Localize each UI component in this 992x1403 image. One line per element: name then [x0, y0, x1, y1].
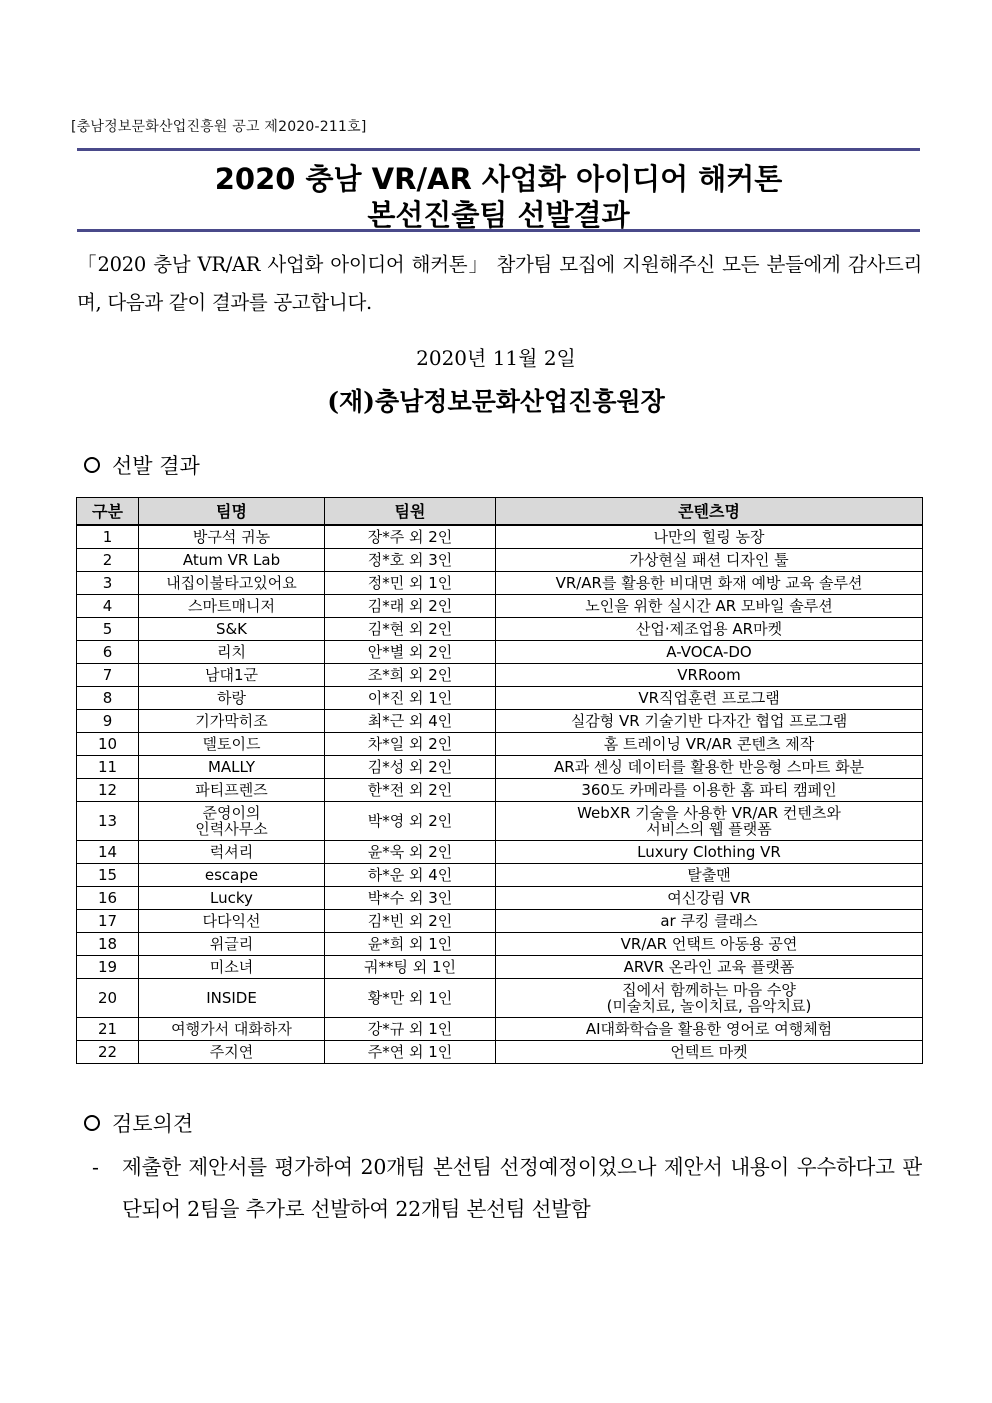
- table-header-row: [77, 498, 923, 526]
- organization-name: (재)충남정보문화산업진흥원장: [327, 387, 665, 416]
- notice-number: [충남정보문화산업진흥원 공고 제2020-211호]: [71, 119, 367, 135]
- section-heading-results: [84, 450, 200, 480]
- cell-team-name: 미소녀: [139, 956, 325, 979]
- cell-team-members: 주*연 외 1인: [325, 1041, 496, 1064]
- cell-content-name: 가상현실 패션 디자인 툴: [496, 549, 923, 572]
- cell-team-members: 정*민 외 1인: [325, 572, 496, 595]
- cell-content-name: 홈 트레이닝 VR/AR 콘텐츠 제작: [496, 733, 923, 756]
- cell-team-members: 안*별 외 2인: [325, 641, 496, 664]
- header-team-members: 팀원: [325, 498, 496, 526]
- table-row: [77, 1041, 923, 1064]
- cell-number: 9: [77, 710, 139, 733]
- table-row: [77, 595, 923, 618]
- cell-team-members: 윤*욱 외 2인: [325, 841, 496, 864]
- cell-number: 13: [77, 802, 139, 841]
- cell-number: 2: [77, 549, 139, 572]
- cell-team-name: 델토이드: [139, 733, 325, 756]
- announcement-date: 2020년 11월 2일: [416, 346, 576, 370]
- cell-team-name: INSIDE: [139, 979, 325, 1018]
- table-row: [77, 933, 923, 956]
- cell-number: 16: [77, 887, 139, 910]
- cell-team-members: 윤*희 외 1인: [325, 933, 496, 956]
- cell-team-name: 리치: [139, 641, 325, 664]
- cell-team-members: 이*진 외 1인: [325, 687, 496, 710]
- cell-team-name: 럭셔리: [139, 841, 325, 864]
- cell-number: 4: [77, 595, 139, 618]
- title-line-2: 본선진출팀 선발결과: [367, 198, 630, 232]
- cell-team-name: escape: [139, 864, 325, 887]
- cell-team-name: 방구석 귀농: [139, 525, 325, 549]
- document-title: [77, 148, 920, 232]
- table-row: [77, 887, 923, 910]
- review-text: 제출한 제안서를 평가하여 20개팀 본선팀 선정예정이었으나 제안서 내용이 우수하다고 판단되어 2팀을 추가로 선발하여 22개팀 본선팀 선발함: [122, 1155, 922, 1221]
- cell-number: 17: [77, 910, 139, 933]
- cell-team-name: 스마트매니저: [139, 595, 325, 618]
- cell-content-name: ar 쿠킹 클래스: [496, 910, 923, 933]
- cell-content-name: 360도 카메라를 이용한 홈 파티 캠페인: [496, 779, 923, 802]
- cell-team-members: 김*현 외 2인: [325, 618, 496, 641]
- cell-content-name: VR/AR를 활용한 비대면 화재 예방 교육 솔루션: [496, 572, 923, 595]
- cell-content-name: AR과 센싱 데이터를 활용한 반응형 스마트 화분: [496, 756, 923, 779]
- table-row: [77, 549, 923, 572]
- review-paragraph: [92, 1146, 922, 1230]
- cell-number: 14: [77, 841, 139, 864]
- header-content-name: 콘텐츠명: [496, 498, 923, 526]
- cell-content-name: 나만의 힐링 농장: [496, 525, 923, 549]
- cell-content-name: 산업·제조업용 AR마켓: [496, 618, 923, 641]
- cell-number: 20: [77, 979, 139, 1018]
- cell-number: 19: [77, 956, 139, 979]
- cell-team-members: 김*래 외 2인: [325, 595, 496, 618]
- table-row: [77, 572, 923, 595]
- cell-team-name: Lucky: [139, 887, 325, 910]
- cell-number: 3: [77, 572, 139, 595]
- cell-team-name: 남대1군: [139, 664, 325, 687]
- circle-bullet-icon: [84, 457, 100, 473]
- section-review-label: 검토의견: [112, 1112, 194, 1136]
- cell-team-members: 황*만 외 1인: [325, 979, 496, 1018]
- table-row: [77, 910, 923, 933]
- results-table: [76, 497, 923, 1064]
- header-team-name: 팀명: [139, 498, 325, 526]
- cell-team-name: 내집이불타고있어요: [139, 572, 325, 595]
- cell-content-name: 노인을 위한 실시간 AR 모바일 솔루션: [496, 595, 923, 618]
- cell-team-name: 하랑: [139, 687, 325, 710]
- cell-number: 8: [77, 687, 139, 710]
- cell-content-name: VRRoom: [496, 664, 923, 687]
- cell-team-members: 차*일 외 2인: [325, 733, 496, 756]
- table-row: [77, 664, 923, 687]
- cell-content-name: Luxury Clothing VR: [496, 841, 923, 864]
- cell-content-name: A-VOCA-DO: [496, 641, 923, 664]
- cell-team-members: 궈**팅 외 1인: [325, 956, 496, 979]
- cell-team-members: 박*영 외 2인: [325, 802, 496, 841]
- cell-number: 21: [77, 1018, 139, 1041]
- table-row: [77, 733, 923, 756]
- cell-team-members: 김*성 외 2인: [325, 756, 496, 779]
- cell-content-name: 실감형 VR 기술기반 다자간 협업 프로그램: [496, 710, 923, 733]
- cell-number: 15: [77, 864, 139, 887]
- table-row: [77, 641, 923, 664]
- table-row: [77, 1018, 923, 1041]
- table-row: [77, 841, 923, 864]
- cell-team-name: 기가막히조: [139, 710, 325, 733]
- cell-content-name: VR직업훈련 프로그램: [496, 687, 923, 710]
- cell-team-members: 한*전 외 2인: [325, 779, 496, 802]
- cell-number: 22: [77, 1041, 139, 1064]
- cell-team-members: 하*운 외 4인: [325, 864, 496, 887]
- cell-team-name: MALLY: [139, 756, 325, 779]
- cell-number: 12: [77, 779, 139, 802]
- cell-content-name: ARVR 온라인 교육 플랫폼: [496, 956, 923, 979]
- cell-content-name: 탈출맨: [496, 864, 923, 887]
- section-results-label: 선발 결과: [112, 454, 200, 478]
- table-row: [77, 802, 923, 841]
- cell-team-name: 주지연: [139, 1041, 325, 1064]
- cell-team-members: 강*규 외 1인: [325, 1018, 496, 1041]
- cell-content-name: 여신강림 VR: [496, 887, 923, 910]
- title-line-1: 2020 충남 VR/AR 사업화 아이디어 해커톤: [214, 162, 783, 196]
- table-row: [77, 687, 923, 710]
- cell-team-name: S&K: [139, 618, 325, 641]
- table-row: [77, 618, 923, 641]
- cell-number: 18: [77, 933, 139, 956]
- table-row: [77, 779, 923, 802]
- cell-content-name: VR/AR 언택트 아동용 공연: [496, 933, 923, 956]
- cell-team-members: 김*빈 외 2인: [325, 910, 496, 933]
- table-row: [77, 956, 923, 979]
- cell-team-members: 정*호 외 3인: [325, 549, 496, 572]
- cell-number: 11: [77, 756, 139, 779]
- table-row: [77, 710, 923, 733]
- section-heading-review: [84, 1108, 193, 1138]
- cell-team-members: 장*주 외 2인: [325, 525, 496, 549]
- cell-team-name: 위글리: [139, 933, 325, 956]
- cell-content-name: WebXR 기술을 사용한 VR/AR 컨텐츠와 서비스의 웹 플랫폼: [496, 802, 923, 841]
- table-row: [77, 525, 923, 549]
- cell-content-name: 언텍트 마켓: [496, 1041, 923, 1064]
- cell-number: 10: [77, 733, 139, 756]
- cell-team-name: Atum VR Lab: [139, 549, 325, 572]
- cell-number: 5: [77, 618, 139, 641]
- review-dash: -: [92, 1155, 99, 1179]
- header-category: 구분: [77, 498, 139, 526]
- cell-team-name: 다다익선: [139, 910, 325, 933]
- table-row: [77, 756, 923, 779]
- table-row: [77, 864, 923, 887]
- table-row: [77, 979, 923, 1018]
- cell-content-name: 집에서 함께하는 마음 수양 (미술치료, 놀이치료, 음악치료): [496, 979, 923, 1018]
- intro-paragraph: 「2020 충남 VR/AR 사업화 아이디어 해커톤」 참가팀 모집에 지원해주신 모든 분들에게 감사드리며, 다음과 같이 결과를 공고합니다.: [77, 253, 922, 314]
- cell-team-members: 박*수 외 3인: [325, 887, 496, 910]
- cell-team-name: 파티프렌즈: [139, 779, 325, 802]
- cell-team-name: 여행가서 대화하자: [139, 1018, 325, 1041]
- circle-bullet-icon: [84, 1115, 100, 1131]
- cell-number: 1: [77, 525, 139, 549]
- cell-number: 6: [77, 641, 139, 664]
- cell-team-members: 최*근 외 4인: [325, 710, 496, 733]
- cell-team-name: 준영이의 인력사무소: [139, 802, 325, 841]
- cell-team-members: 조*희 외 2인: [325, 664, 496, 687]
- cell-content-name: AI대화학습을 활용한 영어로 여행체험: [496, 1018, 923, 1041]
- results-table-body: [77, 525, 923, 1064]
- cell-number: 7: [77, 664, 139, 687]
